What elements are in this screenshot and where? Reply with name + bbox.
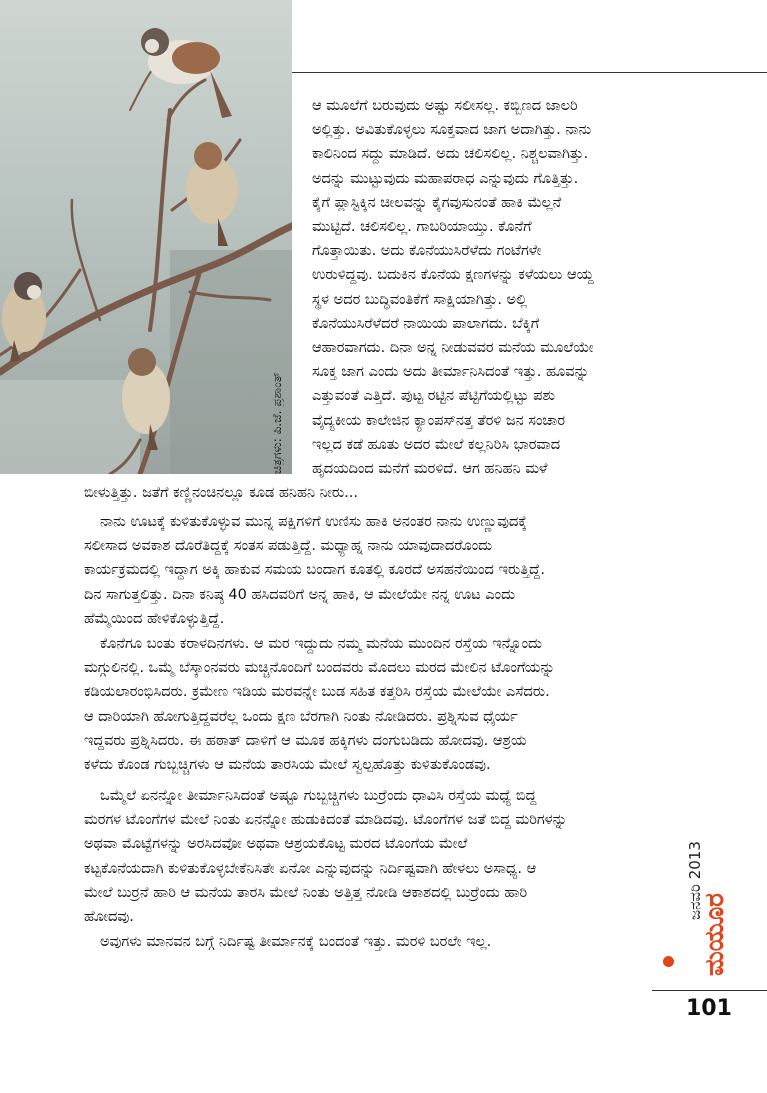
text-line: ಮರಗಳ ಟೊಂಗೆಗಳ ಮೇಲೆ ನಿಂತು ಏನನ್ನೋ ಹುಡುಕಿದಂತೆ ಮಾಡಿದವು. ಟೊಂಗೆಗಳ ಜತೆ ಬಿದ್ದ ಮರಿಗಳನ್ನು — [84, 812, 568, 829]
paragraph-5 — [84, 930, 491, 954]
text-line: ನಾನು ಊಟಕ್ಕೆ ಕುಳಿತುಕೊಳ್ಳುವ ಮುನ್ನ ಪಕ್ಷಿಗಳಿಗೆ ಉಣಿಸು ಹಾಕಿ ಅನಂತರ ನಾನು ಉಣ್ಣುವುದಕ್ಕೆ — [100, 514, 527, 530]
text-line: ಕೊನೆಗೂ ಬಂತು ಕರಾಳದಿನಗಳು. ಆ ಮರ ಇದ್ದುದು ನಮ್ಮ ಮನೆಯ ಮುಂದಿನ ರಸ್ತೆಯ ಇನ್ನೊಂದು — [100, 636, 542, 652]
paragraph-4 — [84, 784, 567, 929]
text-line: ಅದನ್ನು ಮುಟ್ಟುವುದು ಮಹಾಪರಾಧ ಎನ್ನುವುದು ಗೊತ್ತಿತ್ತು. — [312, 170, 579, 187]
text-line: ಹೋದವು. — [84, 909, 134, 926]
paragraph-3 — [84, 632, 555, 777]
text-line: ಕೈಗೆ ಪ್ಲಾಸ್ಟಿಕ್ಕಿನ ಚೀಲವನ್ನು ಕೈಗವುಸುನಂತೆ ಹಾಕಿ ಮೆಲ್ಲನೆ — [312, 194, 562, 211]
text-line: ಇದ್ದವರು ಪ್ರಶ್ನಿಸಿದರು. ಈ ಹಠಾತ್ ದಾಳಿಗೆ ಆ ಮೂಕ ಹಕ್ಕಿಗಳು ದಂಗುಬಡಿದು ಹೋದವು. ಆಶ್ರಯ — [84, 732, 527, 749]
header-rule — [292, 72, 767, 73]
text-line: ಹೃದಯದಿಂದ ಮನೆಗೆ ಮರಳಿದೆ. ಆಗ ಹನಿಹನಿ ಮಳೆ — [312, 461, 548, 478]
text-line: ಕಾಲಿನಿಂದ ಸದ್ದು ಮಾಡಿದೆ. ಅದು ಚಲಿಸಲಿಲ್ಲ. ನಿಶ್ಚಲವಾಗಿತ್ತು. — [312, 146, 589, 163]
sparrows-on-branch-photo — [0, 0, 292, 474]
text-line: ದಿನ ಸಾಗುತ್ತಲಿತ್ತು. ದಿನಾ ಕನಿಷ್ಠ 40 ಹಸಿದವರಿಗೆ ಅನ್ನ ಹಾಕಿ, ಆ ಮೇಲೆಯೇ ನನ್ನ ಊಟ ಎಂದು — [84, 586, 516, 603]
text-line: ಅವುಗಳು ಮಾನವನ ಬಗ್ಗೆ ನಿರ್ದಿಷ್ಟ ತೀರ್ಮಾನಕ್ಕೆ ಬಂದಂತೆ ಇತ್ತು. ಮರಳಿ ಬರಲೇ ಇಲ್ಲ. — [100, 934, 492, 950]
issue-date: ಜನವರಿ 2013 — [686, 841, 704, 920]
text-line: ಒಮ್ಮೆಲೆ ಏನನ್ನೋ ತೀರ್ಮಾನಿಸಿದಂತೆ ಅಷ್ಟೂ ಗುಬ್ಬಚ್ಚಿಗಳು ಬುರ್ರೆಂದು ಧಾವಿಸಿ ರಸ್ತೆಯ ಮಧ್ಯೆ ಬಿದ್ದ — [100, 788, 537, 804]
photo-credit: ಚಿತ್ರಗಳು: ಪಿ.ಜೆ. ಪ್ರಶಾಂತ್ — [270, 372, 284, 474]
text-line: ಇಲ್ಲದ ಕಡೆ ಹೂತು ಅದರ ಮೇಲೆ ಕಲ್ಲನಿರಿಸಿ ಭಾರವಾದ — [312, 436, 561, 453]
magazine-name: ಮಯೂರ — [700, 893, 730, 976]
text-line: ಆ ದಾರಿಯಾಗಿ ಹೋಗುತ್ತಿದ್ದವರೆಲ್ಲ ಒಂದು ಕ್ಷಣ ಬೆರಗಾಗಿ ನಿಂತು ನೋಡಿದರು. ಪ್ರಶ್ನಿಸುವ ಧೈರ್ಯ — [84, 708, 518, 725]
text-line: ಹೆಮ್ಮೆಯಿಂದ ಹೇಳಿಕೊಳ್ಳುತ್ತಿದ್ದೆ. — [84, 610, 225, 627]
text-line: ಗೊತ್ತಾಯಿತು. ಅದು ಕೊನೆಯುಸಿರೆಳೆದು ಗಂಟೆಗಳೇ — [312, 243, 542, 260]
text-line: ಮುಟ್ಟಿದೆ. ಚಲಿಸಲಿಲ್ಲ. ಗಾಬರಿಯಾಯ್ತು. ಕೊನೆಗೆ — [312, 219, 532, 236]
accent-dot — [663, 956, 674, 967]
text-line: ಸಲೀಸಾದ ಅವಕಾಶ ದೊರೆತಿದ್ದಕ್ಕೆ ಸಂತಸ ಪಡುತ್ತಿದ್ದೆ. ಮಧ್ಯಾಹ್ನ ನಾನು ಯಾವುದಾದರೊಂದು — [84, 538, 493, 555]
text-line: ಅಥವಾ ಮೊಟ್ಟೆಗಳನ್ನು ಅರಸಿದವೋ ಅಥವಾ ಆಶ್ರಯಕೊಟ್ಟ ಮರದ ಟೊಂಗೆಯ ಮೇಲೆ — [84, 836, 468, 853]
page-number: 101 — [686, 996, 732, 1021]
text-line: ಆ ಮೂಲೆಗೆ ಬರುವುದು ಅಷ್ಟು ಸಲೀಸಲ್ಲ. ಕಬ್ಬಿಣದ ಜಾಲರಿ — [312, 98, 578, 114]
text-line: ವೈದ್ಯಕೀಯ ಕಾಲೇಜಿನ ಕ್ಯಾಂಪಸ್‌ನತ್ತ ತೆರಳಿ ಜನ ಸಂಚಾರ — [312, 412, 566, 429]
text-line: ಸೂಕ್ತ ಜಾಗ ಎಂದು ಅದು ತೀರ್ಮಾನಿಸಿದಂತೆ ಇತ್ತು. ಹೂವನ್ನು — [312, 364, 590, 381]
footer-rule — [652, 990, 767, 991]
text-line: ಕಡಿಯಲಾರಂಭಿಸಿದರು. ಕ್ರಮೇಣ ಇಡಿಯ ಮರವನ್ನೇ ಬುಡ ಸಹಿತ ಕತ್ತರಿಸಿ ರಸ್ತೆಯ ಮೇಲೆಯೇ ಎಸೆದರು. — [84, 684, 550, 701]
text-line: ಆಹಾರವಾಗದು. ದಿನಾ ಅನ್ನ ನೀಡುವವರ ಮನೆಯ ಮೂಲೆಯೇ — [312, 340, 594, 357]
text-line: ಎತ್ತುವಂತೆ ಎತ್ತಿದೆ. ಪುಟ್ಟ ರಟ್ಟಿನ ಪೆಟ್ಟಿಗೆಯಲ್ಲಿಟ್ಟು ಪಶು — [312, 388, 556, 405]
text-line: ಕಳೆದು ಕೊಂಡ ಗುಬ್ಬಚ್ಚಿಗಳು ಆ ಮನೆಯ ತಾರಸಿಯ ಮೇಲೆ ಸ್ವಲ್ಪಹೊತ್ತು ಕುಳಿತುಕೊಂಡವು. — [84, 757, 491, 774]
text-line: ಕಾರ್ಯಕ್ರಮದಲ್ಲಿ ಇದ್ದಾಗ ಅಕ್ಕಿ ಹಾಕುವ ಸಮಯ ಬಂದಾಗ ಕೂತಲ್ಲಿ ಕೂರದೆ ಅಸಹನೆಯಿಂದ ಇರುತ್ತಿದ್ದೆ. — [84, 562, 546, 579]
text-line: ಉರುಳಿದ್ದವು. ಬದುಕಿನ ಕೊನೆಯ ಕ್ಷಣಗಳನ್ನು ಕಳೆಯಲು ಆಯ್ದ — [312, 267, 594, 284]
text-line: ಅಲ್ಲಿತ್ತು. ಅವಿತುಕೊಳ್ಳಲು ಸೂಕ್ತವಾದ ಜಾಗ ಅದಾಗಿತ್ತು. ನಾನು — [312, 122, 592, 139]
text-line: ಕೊನೆಯುಸಿರೆಳೆದರೆ ನಾಯಿಯ ಪಾಲಾಗದು. ಬೆಕ್ಕಿಗೆ — [312, 315, 540, 332]
sparrows-photo — [0, 0, 292, 474]
text-line: ಮೇಲೆ ಬುರ್ರನೆ ಹಾರಿ ಆ ಮನೆಯ ತಾರಸಿ ಮೇಲೆ ನಿಂತು ಅತ್ತಿತ್ತ ನೋಡಿ ಆಕಾಶದಲ್ಲಿ ಬುರ್ರೆಂದು ಹಾರಿ — [84, 884, 528, 901]
text-line: ಕಟ್ಟಕೊನೆಯದಾಗಿ ಕುಳಿತುಕೊಳ್ಳಬೇಕೆನಿಸಿತೇ ಏನೋ ಎನ್ನುವುದನ್ನು ನಿರ್ದಿಷ್ಟವಾಗಿ ಹೇಳಲು ಅಸಾಧ್ಯ. ಆ — [84, 860, 537, 877]
paragraph-2 — [84, 510, 545, 631]
text-line: ಸ್ಥಳ ಅದರ ಬುದ್ಧಿವಂತಿಕೆಗೆ ಸಾಕ್ಷಿಯಾಗಿತ್ತು. ಅಲ್ಲಿ — [312, 291, 528, 308]
text-line: ಬೀಳುತ್ತಿತ್ತು. ಜತೆಗೆ ಕಣ್ಣಿನಂಚಿನಲ್ಲೂ ಕೂಡ ಹನಿಹನಿ ನೀರು... — [84, 485, 359, 502]
text-line: ಮಗ್ಗುಲಿನಲ್ಲಿ. ಒಮ್ಮೆ ಬೆಸ್ಕಾಂನವರು ಮಚ್ಚಿನೊಂದಿಗೆ ಬಂದವರು ಮೊದಲು ಮರದ ಮೇಲಿನ ಟೊಂಗೆಯನ್ನು — [84, 660, 555, 677]
